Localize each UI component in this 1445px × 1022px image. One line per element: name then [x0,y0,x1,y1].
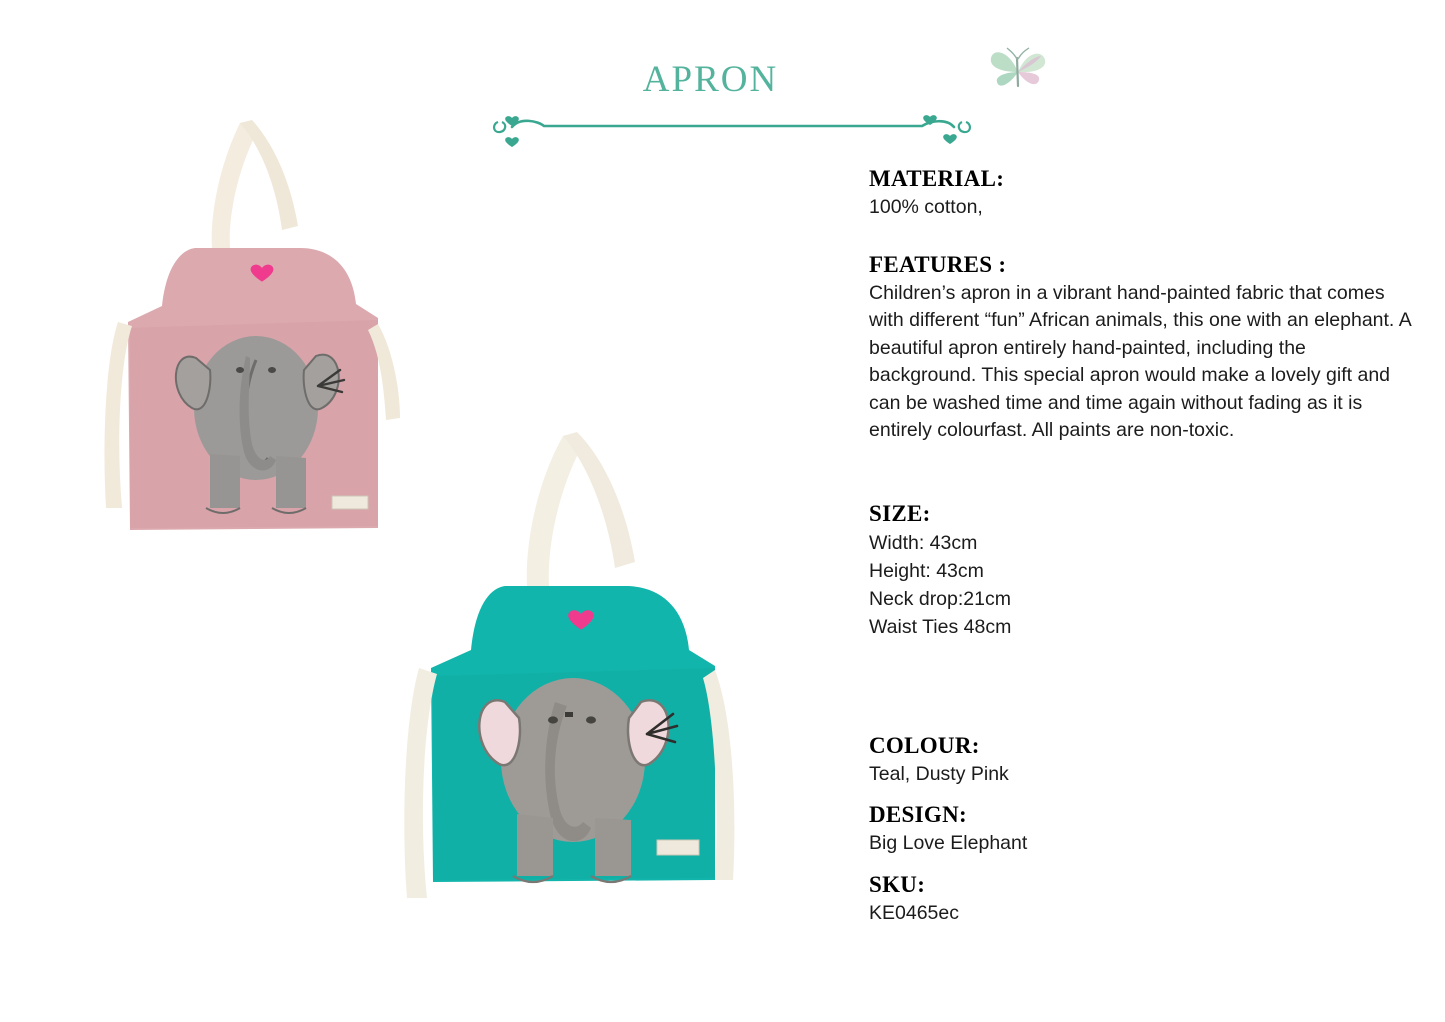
page-title [0,58,1445,101]
spacer [869,858,1417,872]
spacer [869,788,1417,802]
butterfly-icon [985,42,1051,98]
size-waist-ties: Waist Ties 48cm [869,615,1012,638]
features-heading: FEATURES : [869,251,1007,277]
decorative-divider [490,110,975,152]
design-heading: DESIGN: [869,802,967,827]
design-text: Big Love Elephant [869,832,1028,854]
spec-design [869,802,1417,858]
size-list [869,529,1417,641]
page-title-text: APRON [642,59,779,100]
colour-text: Teal, Dusty Pink [869,762,1009,785]
sku-heading: SKU: [869,871,926,897]
size-heading: SIZE: [869,500,931,526]
sku-text: KE0465ec [869,901,959,924]
spec-column [869,166,1417,927]
spacer [869,222,1417,252]
material-text: 100% cotton, [869,196,983,218]
spec-sku [869,872,1417,928]
size-neck-drop: Neck drop:21cm [869,587,1011,610]
spec-colour [869,733,1417,789]
spec-features [869,252,1417,445]
size-width: Width: 43cm [869,531,978,554]
spec-size [869,501,1417,641]
spec-material [869,166,1417,222]
colour-heading: COLOUR: [869,732,980,758]
features-text: Children’s apron in a vibrant hand-painted fabric that comes with different “fun” African animals, this one with an elephant. A beautiful apron entirely hand-painted, including the background. This special apron would make a lovely gift and can be washed time and time again without fading as it is entirely colourfast. All paints are non-toxic. [869,281,1411,441]
size-height: Height: 43cm [869,559,984,582]
spacer [869,445,1417,501]
material-heading: MATERIAL: [869,166,1005,191]
spacer [869,641,1417,733]
apron-photo-teal [385,428,775,988]
apron-photo-pink [100,108,430,608]
